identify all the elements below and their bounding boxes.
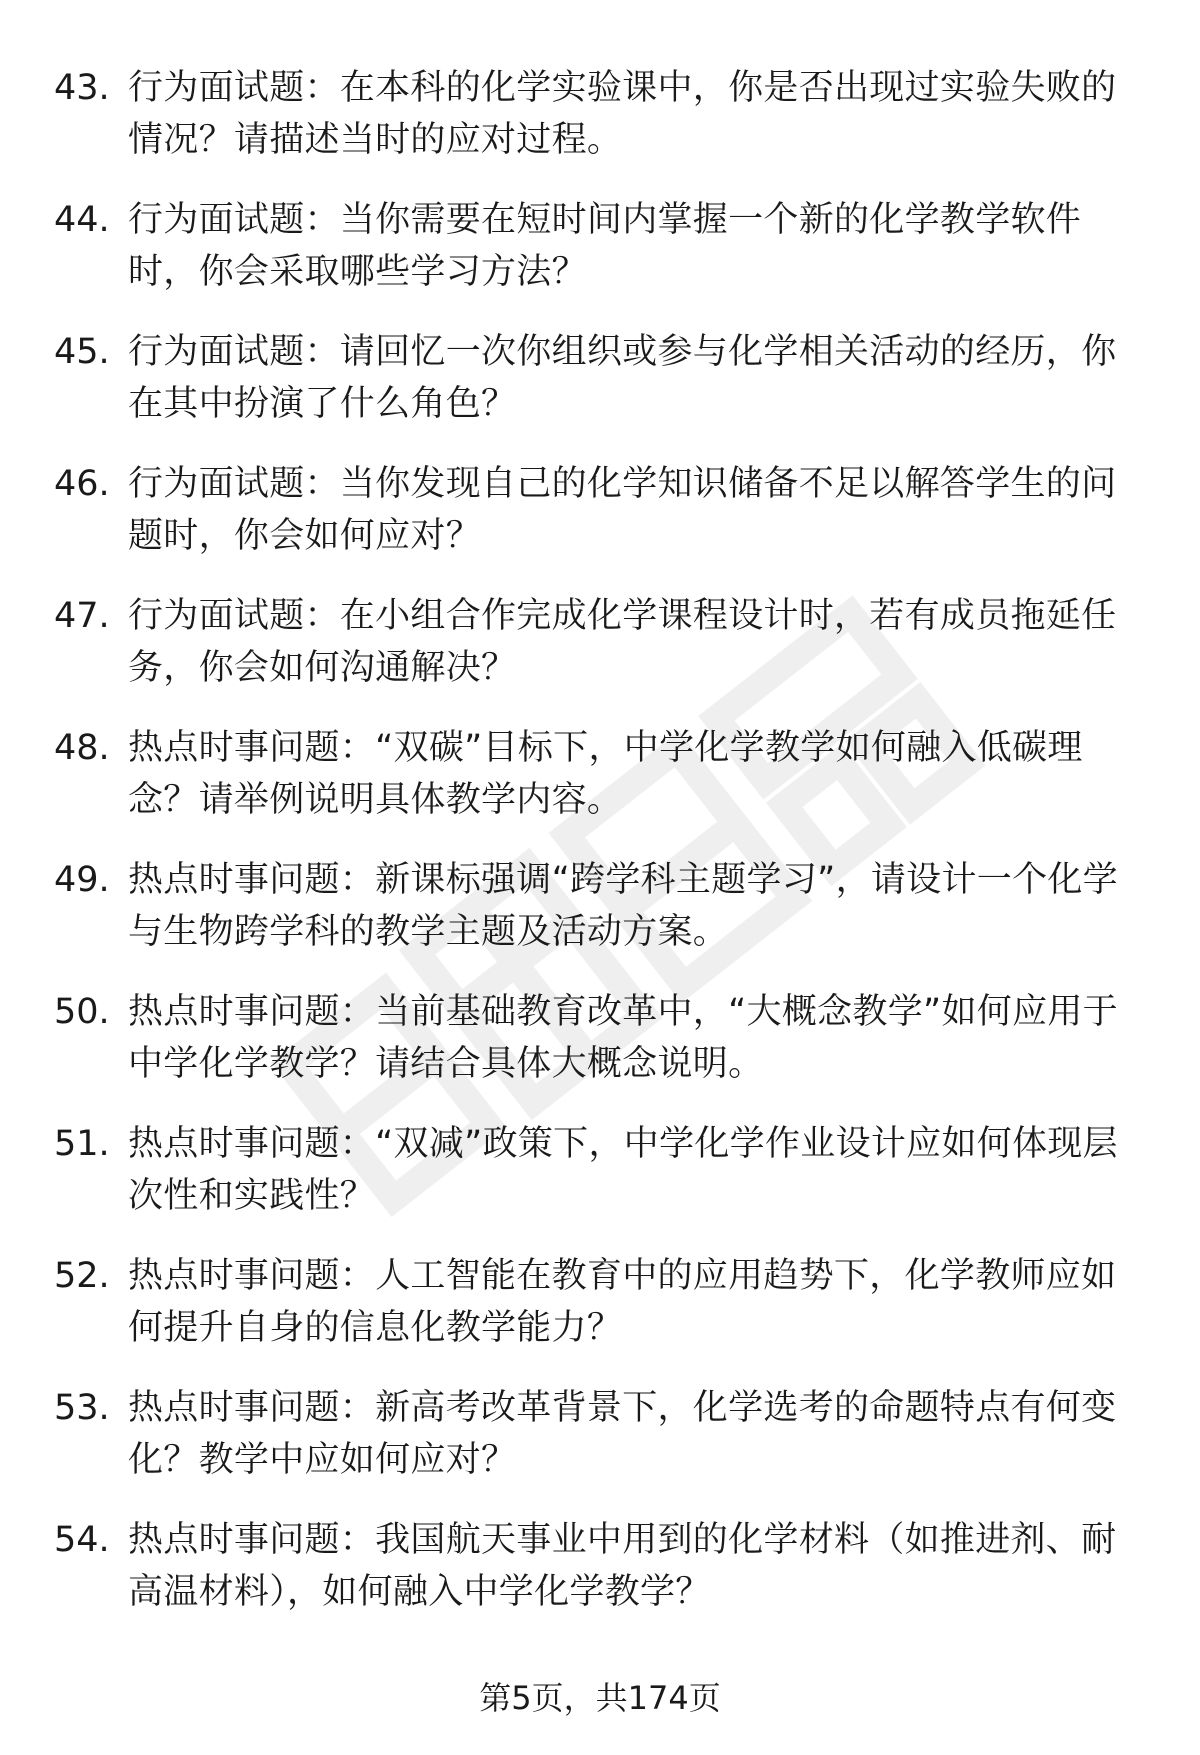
question-item	[54, 326, 1144, 458]
question-number: 47.	[54, 596, 110, 636]
question-text: 热点时事问题：“双减”政策下，中学化学作业设计应如何体现层次性和实践性？	[128, 1124, 1118, 1216]
question-text: 行为面试题：当你需要在短时间内掌握一个新的化学教学软件时，你会采取哪些学习方法？	[128, 200, 1082, 292]
question-text: 热点时事问题：新课标强调“跨学科主题学习”，请设计一个化学与生物跨学科的教学主题及活动方案。	[128, 860, 1118, 952]
question-item	[54, 458, 1144, 590]
question-item	[54, 1514, 1144, 1646]
question-text: 行为面试题：当你发现自己的化学知识储备不足以解答学生的问题时，你会如何应对？	[128, 464, 1117, 556]
question-item	[54, 722, 1144, 854]
question-number: 43.	[54, 68, 110, 108]
question-item	[54, 1250, 1144, 1382]
question-text: 热点时事问题：我国航天事业中用到的化学材料（如推进剂、耐高温材料），如何融入中学化学教学？	[128, 1520, 1117, 1612]
question-text: 行为面试题：请回忆一次你组织或参与化学相关活动的经历，你在其中扮演了什么角色？	[128, 332, 1117, 424]
question-text: 行为面试题：在本科的化学实验课中，你是否出现过实验失败的情况？请描述当时的应对过程。	[128, 68, 1117, 160]
page-footer: 第5页，共174页	[479, 1679, 721, 1717]
question-number: 45.	[54, 332, 110, 372]
question-text: 热点时事问题：新高考改革背景下，化学选考的命题特点有何变化？教学中应如何应对？	[128, 1388, 1117, 1480]
question-number: 48.	[54, 728, 110, 768]
question-list	[54, 62, 1144, 1646]
question-number: 52.	[54, 1256, 110, 1296]
question-item	[54, 62, 1144, 194]
question-number: 54.	[54, 1520, 110, 1560]
question-item	[54, 590, 1144, 722]
question-number: 50.	[54, 992, 110, 1032]
question-text: 热点时事问题：人工智能在教育中的应用趋势下，化学教师应如何提升自身的信息化教学能力？	[128, 1256, 1117, 1348]
question-number: 46.	[54, 464, 110, 504]
question-item	[54, 194, 1144, 326]
question-number: 49.	[54, 860, 110, 900]
question-number: 44.	[54, 200, 110, 240]
question-text: 行为面试题：在小组合作完成化学课程设计时，若有成员拖延任务，你会如何沟通解决？	[128, 596, 1117, 688]
question-item	[54, 1382, 1144, 1514]
question-item	[54, 986, 1144, 1118]
question-item	[54, 1118, 1144, 1250]
question-number: 51.	[54, 1124, 110, 1164]
question-text: 热点时事问题：当前基础教育改革中，“大概念教学”如何应用于中学化学教学？请结合具体大概念说明。	[128, 992, 1118, 1084]
question-item	[54, 854, 1144, 986]
question-text: 热点时事问题：“双碳”目标下，中学化学教学如何融入低碳理念？请举例说明具体教学内容。	[128, 728, 1083, 820]
question-number: 53.	[54, 1388, 110, 1428]
